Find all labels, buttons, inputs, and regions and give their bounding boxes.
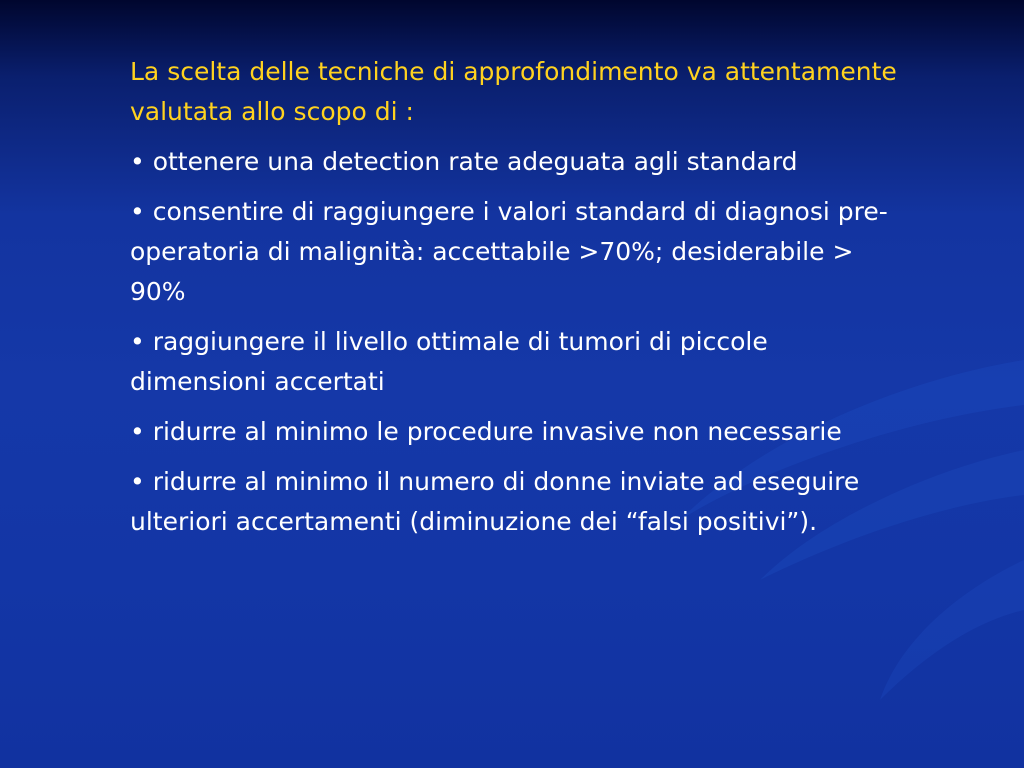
intro-text: La scelta delle tecniche di approfondimento va attentamente valutata allo scopo di : — [130, 57, 897, 126]
bullet-tumori-piccole-dimensioni: • raggiungere il livello ottimale di tumori di piccole dimensioni accertati — [130, 327, 768, 396]
slide-content — [130, 52, 910, 552]
bullet-procedure-invasive: • ridurre al minimo le procedure invasive non necessarie — [130, 417, 842, 446]
bullet-falsi-positivi: • ridurre al minimo il numero di donne inviate ad eseguire ulteriori accertamenti (diminuzione dei “falsi positivi”). — [130, 467, 860, 536]
swirl-band-lower — [880, 560, 1024, 700]
bullet-diagnosi-preoperatoria: • consentire di raggiungere i valori standard di diagnosi pre-operatoria di malignità: accettabile >70%; desiderabile > 90% — [130, 197, 888, 306]
bullet-detection-rate: • ottenere una detection rate adeguata agli standard — [130, 147, 798, 176]
